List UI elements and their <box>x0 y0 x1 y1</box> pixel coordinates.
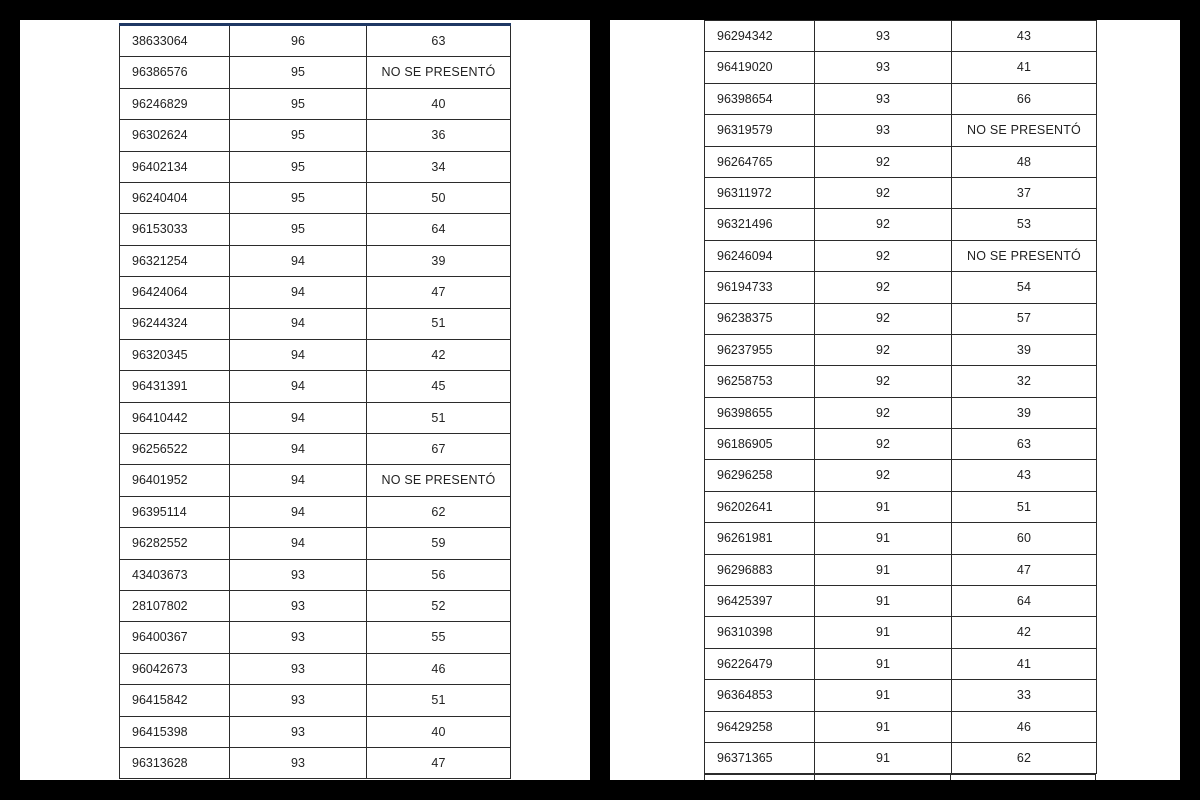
id-cell: 38633064 <box>120 25 230 57</box>
table-row <box>120 434 511 465</box>
table-row <box>120 277 511 308</box>
table-row <box>705 146 1097 177</box>
result-cell: 60 <box>952 523 1097 554</box>
table-row <box>705 491 1097 522</box>
id-cell: 96294342 <box>705 21 815 52</box>
result-cell: NO SE PRESENTÓ <box>952 240 1097 271</box>
table-row <box>705 240 1097 271</box>
id-cell: 96302624 <box>120 120 230 151</box>
id-cell: 96240404 <box>120 182 230 213</box>
score-cell: 91 <box>815 554 952 585</box>
id-cell: 96246094 <box>705 240 815 271</box>
result-cell: 42 <box>952 617 1097 648</box>
table-row <box>705 460 1097 491</box>
score-cell: 93 <box>230 685 367 716</box>
result-cell: 36 <box>367 120 511 151</box>
left-results-table <box>119 23 511 779</box>
id-cell: 96410442 <box>120 402 230 433</box>
id-cell: 96194733 <box>705 272 815 303</box>
result-cell: 51 <box>367 308 511 339</box>
table-row <box>120 716 511 747</box>
score-cell: 92 <box>815 272 952 303</box>
table-row <box>120 528 511 559</box>
table-row <box>120 339 511 370</box>
result-cell: 54 <box>952 272 1097 303</box>
score-cell: 92 <box>815 303 952 334</box>
result-cell: 64 <box>952 586 1097 617</box>
score-cell: 92 <box>815 429 952 460</box>
result-cell: 57 <box>952 303 1097 334</box>
id-cell: 96296883 <box>705 554 815 585</box>
result-cell: 42 <box>367 339 511 370</box>
id-cell: 43403673 <box>120 559 230 590</box>
id-cell: 96282552 <box>120 528 230 559</box>
score-cell: 91 <box>815 617 952 648</box>
result-cell: 45 <box>367 371 511 402</box>
result-cell: 43 <box>952 21 1097 52</box>
result-cell: 53 <box>952 209 1097 240</box>
result-cell: 51 <box>367 685 511 716</box>
score-cell: 91 <box>815 680 952 711</box>
table-row <box>120 214 511 245</box>
table-row <box>705 334 1097 365</box>
score-cell: 94 <box>230 371 367 402</box>
score-cell: 92 <box>815 366 952 397</box>
id-cell: 96364853 <box>705 680 815 711</box>
score-cell: 94 <box>230 434 367 465</box>
score-cell: 93 <box>230 716 367 747</box>
result-cell: 37 <box>952 177 1097 208</box>
id-cell: 96320345 <box>120 339 230 370</box>
id-cell: 96238375 <box>705 303 815 334</box>
score-cell: 91 <box>815 523 952 554</box>
score-cell: 93 <box>230 591 367 622</box>
table-row <box>120 57 511 88</box>
score-cell: 94 <box>230 402 367 433</box>
result-cell: 66 <box>952 83 1097 114</box>
result-cell: 51 <box>952 491 1097 522</box>
score-cell: 93 <box>230 559 367 590</box>
table-row <box>705 742 1097 773</box>
score-cell: 95 <box>230 57 367 88</box>
result-cell: 39 <box>952 397 1097 428</box>
id-cell: 96313628 <box>120 747 230 778</box>
score-cell: 94 <box>230 339 367 370</box>
result-cell: 34 <box>367 151 511 182</box>
id-cell: 96264765 <box>705 146 815 177</box>
score-cell: 93 <box>815 52 952 83</box>
score-cell: 91 <box>815 648 952 679</box>
id-cell: 96244324 <box>120 308 230 339</box>
table-row <box>120 371 511 402</box>
result-cell: 47 <box>367 277 511 308</box>
result-cell: 52 <box>367 591 511 622</box>
score-cell: 94 <box>230 528 367 559</box>
score-cell: 92 <box>815 240 952 271</box>
table-row <box>705 21 1097 52</box>
table-row <box>705 115 1097 146</box>
result-cell: 55 <box>367 622 511 653</box>
result-cell: 33 <box>952 680 1097 711</box>
result-cell: 46 <box>367 653 511 684</box>
score-cell: 91 <box>815 491 952 522</box>
table-row <box>120 308 511 339</box>
score-cell: 92 <box>815 397 952 428</box>
result-cell: 48 <box>952 146 1097 177</box>
result-cell: 39 <box>367 245 511 276</box>
result-cell: 32 <box>952 366 1097 397</box>
table-row <box>120 151 511 182</box>
result-cell: 39 <box>952 334 1097 365</box>
table-row <box>120 622 511 653</box>
table-row <box>705 429 1097 460</box>
table-row <box>705 397 1097 428</box>
result-cell: 40 <box>367 716 511 747</box>
id-cell: 96321496 <box>705 209 815 240</box>
id-cell: 96226479 <box>705 648 815 679</box>
id-cell: 96400367 <box>120 622 230 653</box>
id-cell: 96246829 <box>120 88 230 119</box>
id-cell: 96401952 <box>120 465 230 496</box>
score-cell: 91 <box>815 586 952 617</box>
table-row <box>120 591 511 622</box>
table-row <box>705 648 1097 679</box>
table-row <box>120 747 511 778</box>
table-row <box>705 303 1097 334</box>
table-row <box>705 83 1097 114</box>
table-row <box>705 617 1097 648</box>
result-cell: 41 <box>952 52 1097 83</box>
table-row <box>705 586 1097 617</box>
result-cell: NO SE PRESENTÓ <box>367 57 511 88</box>
score-cell: 92 <box>815 334 952 365</box>
table-row <box>120 182 511 213</box>
result-cell: 51 <box>367 402 511 433</box>
table-row <box>120 88 511 119</box>
result-cell: 47 <box>952 554 1097 585</box>
result-cell: 67 <box>367 434 511 465</box>
table-row <box>120 465 511 496</box>
score-cell: 95 <box>230 120 367 151</box>
id-cell: 96256522 <box>120 434 230 465</box>
result-cell: 64 <box>367 214 511 245</box>
result-cell: 50 <box>367 182 511 213</box>
id-cell: 96310398 <box>705 617 815 648</box>
score-cell: 92 <box>815 177 952 208</box>
score-cell: 93 <box>230 653 367 684</box>
table-row <box>120 559 511 590</box>
result-cell: 56 <box>367 559 511 590</box>
score-cell: 94 <box>230 496 367 527</box>
table-row <box>705 177 1097 208</box>
result-cell: 59 <box>367 528 511 559</box>
id-cell: 96415398 <box>120 716 230 747</box>
score-cell: 94 <box>230 245 367 276</box>
table-row <box>705 711 1097 742</box>
table-row <box>120 245 511 276</box>
score-cell: 93 <box>815 83 952 114</box>
table-row <box>705 52 1097 83</box>
id-cell: 96258753 <box>705 366 815 397</box>
score-cell: 93 <box>815 21 952 52</box>
result-cell: 47 <box>367 747 511 778</box>
score-cell: 91 <box>815 711 952 742</box>
score-cell: 92 <box>815 146 952 177</box>
id-cell: 96237955 <box>705 334 815 365</box>
id-cell: 96042673 <box>120 653 230 684</box>
score-cell: 95 <box>230 151 367 182</box>
id-cell: 96321254 <box>120 245 230 276</box>
id-cell: 96398655 <box>705 397 815 428</box>
id-cell: 96186905 <box>705 429 815 460</box>
score-cell: 94 <box>230 465 367 496</box>
id-cell: 96395114 <box>120 496 230 527</box>
table-row <box>705 272 1097 303</box>
table-row <box>120 120 511 151</box>
score-cell: 93 <box>815 115 952 146</box>
id-cell: 96429258 <box>705 711 815 742</box>
result-cell: 63 <box>952 429 1097 460</box>
result-cell: 40 <box>367 88 511 119</box>
id-cell: 96431391 <box>120 371 230 402</box>
id-cell: 96296258 <box>705 460 815 491</box>
table-row <box>120 496 511 527</box>
score-cell: 94 <box>230 277 367 308</box>
id-cell: 28107802 <box>120 591 230 622</box>
score-cell: 95 <box>230 88 367 119</box>
id-cell: 96398654 <box>705 83 815 114</box>
id-cell: 96202641 <box>705 491 815 522</box>
id-cell: 96319579 <box>705 115 815 146</box>
left-document-page <box>20 20 590 780</box>
table-row <box>705 680 1097 711</box>
result-cell: 62 <box>367 496 511 527</box>
id-cell: 96261981 <box>705 523 815 554</box>
id-cell: 96415842 <box>120 685 230 716</box>
table-row <box>120 653 511 684</box>
right-results-table <box>704 20 1097 774</box>
score-cell: 91 <box>815 742 952 773</box>
table-row <box>705 209 1097 240</box>
score-cell: 92 <box>815 460 952 491</box>
table-row <box>120 402 511 433</box>
cut-off-table-row <box>704 774 1096 780</box>
id-cell: 96371365 <box>705 742 815 773</box>
score-cell: 93 <box>230 622 367 653</box>
right-document-page <box>610 20 1180 780</box>
score-cell: 92 <box>815 209 952 240</box>
id-cell: 96311972 <box>705 177 815 208</box>
score-cell: 96 <box>230 25 367 57</box>
result-cell: 62 <box>952 742 1097 773</box>
id-cell: 96402134 <box>120 151 230 182</box>
score-cell: 94 <box>230 308 367 339</box>
result-cell: 46 <box>952 711 1097 742</box>
id-cell: 96425397 <box>705 586 815 617</box>
id-cell: 96424064 <box>120 277 230 308</box>
table-row <box>705 554 1097 585</box>
table-row <box>120 25 511 57</box>
result-cell: 41 <box>952 648 1097 679</box>
score-cell: 95 <box>230 182 367 213</box>
score-cell: 95 <box>230 214 367 245</box>
result-cell: NO SE PRESENTÓ <box>952 115 1097 146</box>
table-row <box>120 685 511 716</box>
id-cell: 96419020 <box>705 52 815 83</box>
score-cell: 93 <box>230 747 367 778</box>
id-cell: 96153033 <box>120 214 230 245</box>
result-cell: 63 <box>367 25 511 57</box>
id-cell: 96386576 <box>120 57 230 88</box>
result-cell: 43 <box>952 460 1097 491</box>
table-row <box>705 366 1097 397</box>
table-row <box>705 523 1097 554</box>
result-cell: NO SE PRESENTÓ <box>367 465 511 496</box>
